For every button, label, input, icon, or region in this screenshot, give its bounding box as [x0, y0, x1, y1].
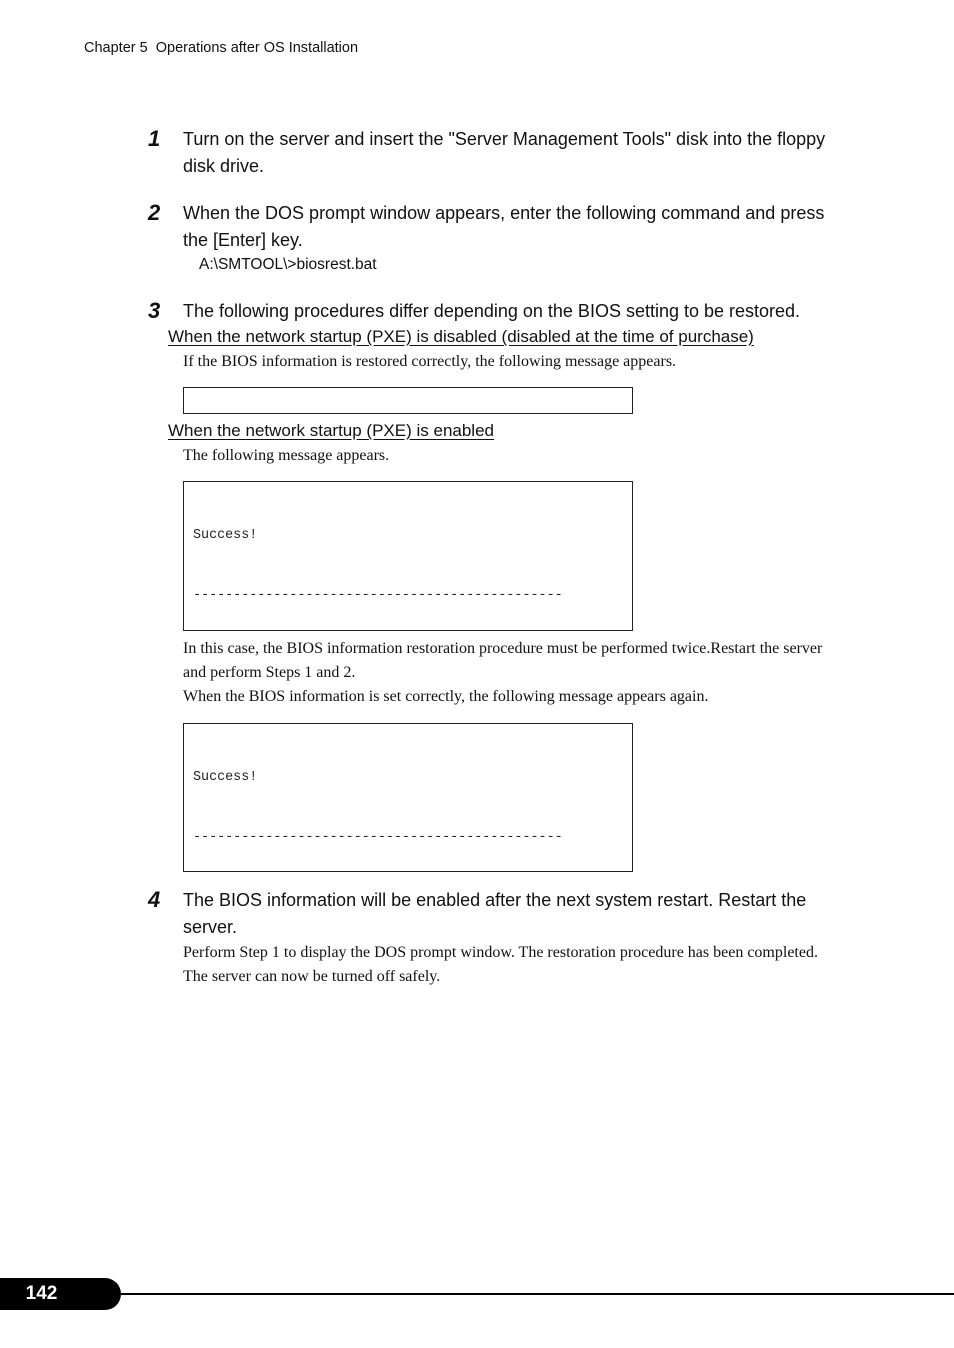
step-number-1: 1 — [148, 126, 161, 151]
restart-note: In this case, the BIOS information restoration procedure must be performed twice.Restart the server and perform Steps 1 and 2. — [183, 640, 823, 681]
pxe-enabled-intro: The following message appears. — [183, 447, 390, 464]
step-2-text: When the DOS prompt window appears, enter the following command and press the [Enter] key. — [183, 203, 825, 250]
step-4-text: The BIOS information will be enabled after the next system restart. Restart the server. — [183, 890, 807, 937]
code-line: ---------------------------------------------- — [193, 588, 563, 604]
code-box-twice-message — [183, 481, 633, 631]
code-box-success — [183, 387, 633, 414]
code-line: ---------------------------------------------- — [193, 830, 563, 846]
pxe-disabled-heading: When the network startup (PXE) is disabled (disabled at the time of purchase) — [168, 327, 754, 346]
code-line: Success! — [193, 527, 258, 543]
step-1-text: Turn on the server and insert the "Server Management Tools" disk into the floppy disk drive. — [183, 129, 826, 176]
step-number-2: 2 — [148, 200, 161, 225]
footer-rule — [100, 1293, 954, 1295]
pxe-disabled-intro: If the BIOS information is restored correctly, the following message appears. — [183, 353, 677, 370]
step-3-text: The following procedures differ depending on the BIOS setting to be restored. — [183, 301, 801, 321]
pxe-enabled-heading: When the network startup (PXE) is enabled — [168, 421, 494, 440]
command-line: A:\SMTOOL\>biosrest.bat — [199, 256, 377, 273]
step-number-3: 3 — [148, 298, 161, 323]
again-note: When the BIOS information is set correctly, the following message appears again. — [183, 688, 709, 705]
step-4-detail: Perform Step 1 to display the DOS prompt window. The restoration procedure has been completed. The server can now be turned off safely. — [183, 944, 818, 985]
code-box-twice-message-again — [183, 723, 633, 872]
page-number: 142 — [0, 1278, 121, 1310]
running-header: Chapter 5 Operations after OS Installation — [84, 40, 359, 56]
code-line: Success! — [193, 769, 258, 785]
step-number-4: 4 — [148, 887, 161, 912]
